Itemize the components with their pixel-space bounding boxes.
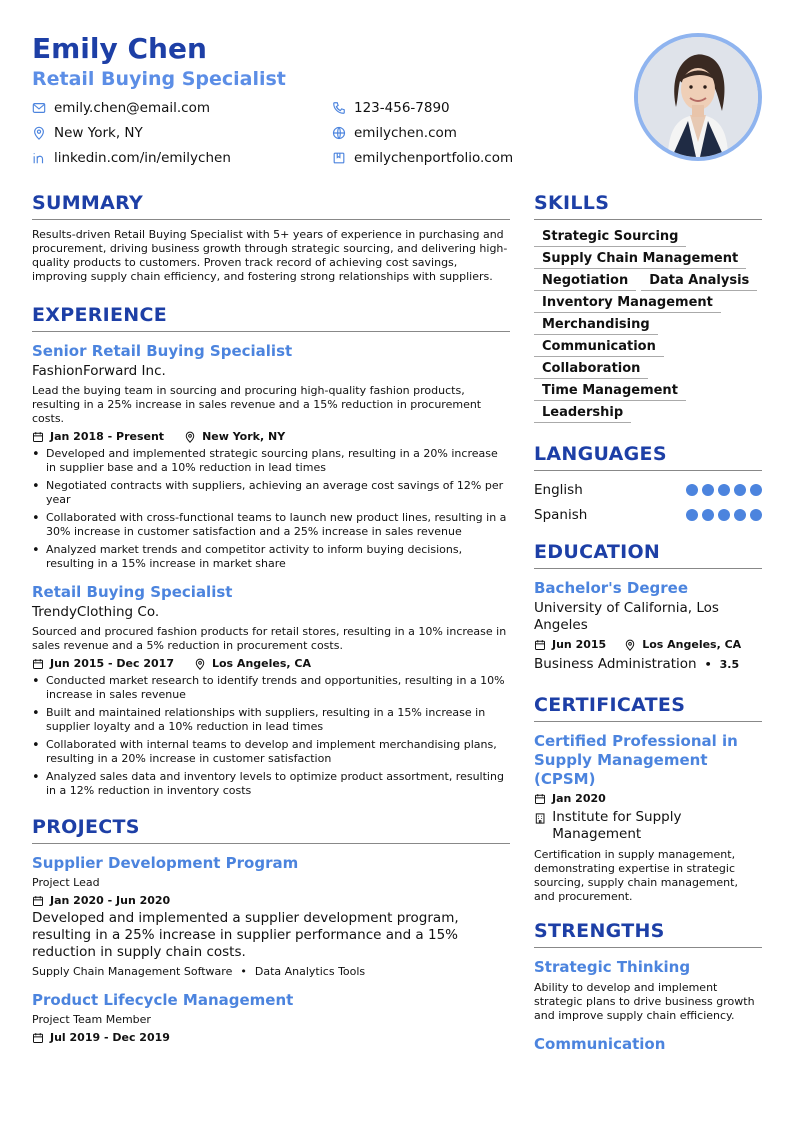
email-icon xyxy=(32,101,46,115)
degree: Bachelor's Degree xyxy=(534,579,688,597)
project-description: Developed and implemented a supplier development program, resulting in a 25% increase in supplier performance and a 15% reduction in supply chain costs. xyxy=(32,910,459,960)
company-name: FashionForward Inc. xyxy=(32,363,166,379)
certificate-date: Jan 2020 xyxy=(552,792,606,805)
level-dot xyxy=(702,484,714,496)
language-name: Spanish xyxy=(534,506,588,523)
job-title: Retail Buying Specialist xyxy=(32,583,233,601)
skills-heading: SKILLS xyxy=(534,192,762,220)
job-bullet: • Collaborated with cross-functional teams to launch new product lines, resulting in a 30% increase in customer satisfaction and a 25% increase in sales revenue xyxy=(32,511,510,539)
calendar-icon xyxy=(534,639,546,651)
skill-tag: Inventory Management xyxy=(534,294,721,313)
strength-description: Ability to develop and implement strategic plans to drive business growth and improve supply chain efficiency. xyxy=(534,981,755,1022)
company-name: TrendyClothing Co. xyxy=(32,604,160,620)
job-description: Sourced and procured fashion products for retail stores, resulting in a 10% increase in sales revenue and a 5% reduction in procurement costs. xyxy=(32,625,507,652)
linkedin-text: linkedin.com/in/emilychen xyxy=(54,150,231,166)
job-bullet: • Developed and implemented strategic sourcing plans, resulting in a 20% increase in supplier base and a 10% reduction in lead times xyxy=(32,447,510,475)
skill-tag: Time Management xyxy=(534,382,686,401)
job-dates: Jan 2018 - Present xyxy=(50,430,165,443)
level-dot xyxy=(686,509,698,521)
separator-dot: • xyxy=(240,965,247,978)
job-bullet: • Analyzed market trends and competitor activity to inform buying decisions, resulting in a 15% increase in market share xyxy=(32,543,510,571)
field-of-study: Business Administration xyxy=(534,656,697,672)
level-dot xyxy=(718,509,730,521)
project-tool: Supply Chain Management Software xyxy=(32,965,233,978)
language-row xyxy=(534,502,762,527)
certificates-heading: CERTIFICATES xyxy=(534,694,762,722)
linkedin-icon xyxy=(32,151,46,165)
calendar-icon xyxy=(32,658,44,670)
job-location: Los Angeles, CA xyxy=(211,657,311,670)
certificate-issuer: Institute for Supply Management xyxy=(552,809,682,842)
level-dot xyxy=(734,509,746,521)
skill-tag: Strategic Sourcing xyxy=(534,228,686,247)
calendar-icon xyxy=(32,431,44,443)
phone-text: 123-456-7890 xyxy=(354,100,450,116)
skill-tag: Supply Chain Management xyxy=(534,250,746,269)
education-location: Los Angeles, CA xyxy=(642,638,742,651)
languages-heading: LANGUAGES xyxy=(534,443,762,471)
language-level-dots xyxy=(686,484,762,496)
skill-tag: Data Analysis xyxy=(641,272,757,291)
profile-photo xyxy=(634,33,762,161)
level-dot xyxy=(734,484,746,496)
job-bullet: • Built and maintained relationships with suppliers, resulting in a 15% increase in supplier loyalty and a 10% reduction in lead times xyxy=(32,706,510,734)
location-pin-icon xyxy=(194,658,206,670)
portfolio-icon xyxy=(332,151,346,165)
contact-portfolio[interactable] xyxy=(332,150,513,166)
job-title: Senior Retail Buying Specialist xyxy=(32,342,293,360)
project-item xyxy=(32,991,510,1044)
job-description: Lead the buying team in sourcing and procuring high-quality fashion products, resulting in a 25% increase in sales revenue and a 15% reduction in procurement costs. xyxy=(32,384,482,425)
skill-tag: Merchandising xyxy=(534,316,658,335)
calendar-icon xyxy=(534,793,546,805)
candidate-title: Retail Buying Specialist xyxy=(32,68,286,90)
skill-tag: Collaboration xyxy=(534,360,648,379)
contact-linkedin[interactable] xyxy=(32,150,231,166)
location-pin-icon xyxy=(624,639,636,651)
project-item xyxy=(32,854,510,979)
strengths-heading: STRENGTHS xyxy=(534,920,762,948)
level-dot xyxy=(750,509,762,521)
job-bullet: • Collaborated with internal teams to develop and implement merchandising plans, resulting in a 20% increase in customer satisfaction xyxy=(32,738,510,766)
projects-heading: PROJECTS xyxy=(32,816,510,844)
experience-item xyxy=(32,342,510,571)
website-text: emilychen.com xyxy=(354,125,457,141)
contact-email[interactable] xyxy=(32,100,210,116)
skill-tag: Leadership xyxy=(534,404,631,423)
job-bullet: • Negotiated contracts with suppliers, achieving an average cost savings of 12% per year xyxy=(32,479,510,507)
job-bullet: • Analyzed sales data and inventory levels to optimize product assortment, resulting in a 12% reduction in inventory costs xyxy=(32,770,510,798)
project-tool: Data Analytics Tools xyxy=(254,965,366,978)
strength-name: Communication xyxy=(534,1035,666,1053)
location-text: New York, NY xyxy=(54,125,143,141)
contact-website[interactable] xyxy=(332,125,457,141)
level-dot xyxy=(702,509,714,521)
project-dates: Jan 2020 - Jun 2020 xyxy=(50,894,171,907)
project-role: Project Lead xyxy=(32,876,100,889)
job-dates: Jun 2015 - Dec 2017 xyxy=(50,657,174,670)
project-role: Project Team Member xyxy=(32,1013,151,1026)
globe-icon xyxy=(332,126,346,140)
certificate-item xyxy=(534,732,762,904)
separator-dot: • xyxy=(704,657,712,671)
phone-icon xyxy=(332,101,346,115)
education-heading: EDUCATION xyxy=(534,541,762,569)
location-pin-icon xyxy=(32,126,46,140)
certificate-name: Certified Professional in Supply Management (CPSM) xyxy=(534,732,738,788)
project-dates: Jul 2019 - Dec 2019 xyxy=(50,1031,170,1044)
calendar-icon xyxy=(32,1032,44,1044)
summary-heading: SUMMARY xyxy=(32,192,510,220)
project-name: Supplier Development Program xyxy=(32,854,299,872)
language-name: English xyxy=(534,481,583,498)
job-bullet: • Conducted market research to identify trends and opportunities, resulting in a 10% increase in sales revenue xyxy=(32,674,510,702)
email-text: emily.chen@email.com xyxy=(54,100,211,116)
skill-tag: Negotiation xyxy=(534,272,636,291)
job-location: New York, NY xyxy=(202,430,286,443)
calendar-icon xyxy=(32,895,44,907)
strength-name: Strategic Thinking xyxy=(534,958,691,976)
building-icon xyxy=(534,812,546,825)
summary-text: Results-driven Retail Buying Specialist with 5+ years of experience in purchasing and procurement, driving business growth through strategic sourcing, and delivering high-quality products to customers. Proven track record of achieving cost savings, improving supply chain efficiency, and fostering strong relationships with suppliers. xyxy=(32,228,508,283)
portfolio-text: emilychenportfolio.com xyxy=(354,150,514,166)
gpa: 3.5 xyxy=(719,657,740,671)
strength-item xyxy=(534,958,762,1023)
language-row xyxy=(534,477,762,502)
level-dot xyxy=(718,484,730,496)
project-name: Product Lifecycle Management xyxy=(32,991,294,1009)
strength-item xyxy=(534,1035,762,1053)
language-level-dots xyxy=(686,509,762,521)
school-name: University of California, Los Angeles xyxy=(534,600,719,633)
candidate-name: Emily Chen xyxy=(32,32,207,65)
experience-heading: EXPERIENCE xyxy=(32,304,510,332)
education-dates: Jun 2015 xyxy=(552,638,607,651)
certificate-description: Certification in supply management, demonstrating expertise in strategic sourcing, supply chain management, and procurement. xyxy=(534,848,738,903)
education-item xyxy=(534,579,762,672)
skills-list xyxy=(534,228,762,423)
contact-location xyxy=(32,125,143,141)
experience-item xyxy=(32,583,510,798)
contact-phone[interactable] xyxy=(332,100,450,116)
level-dot xyxy=(750,484,762,496)
skill-tag: Communication xyxy=(534,338,664,357)
level-dot xyxy=(686,484,698,496)
location-pin-icon xyxy=(184,431,196,443)
